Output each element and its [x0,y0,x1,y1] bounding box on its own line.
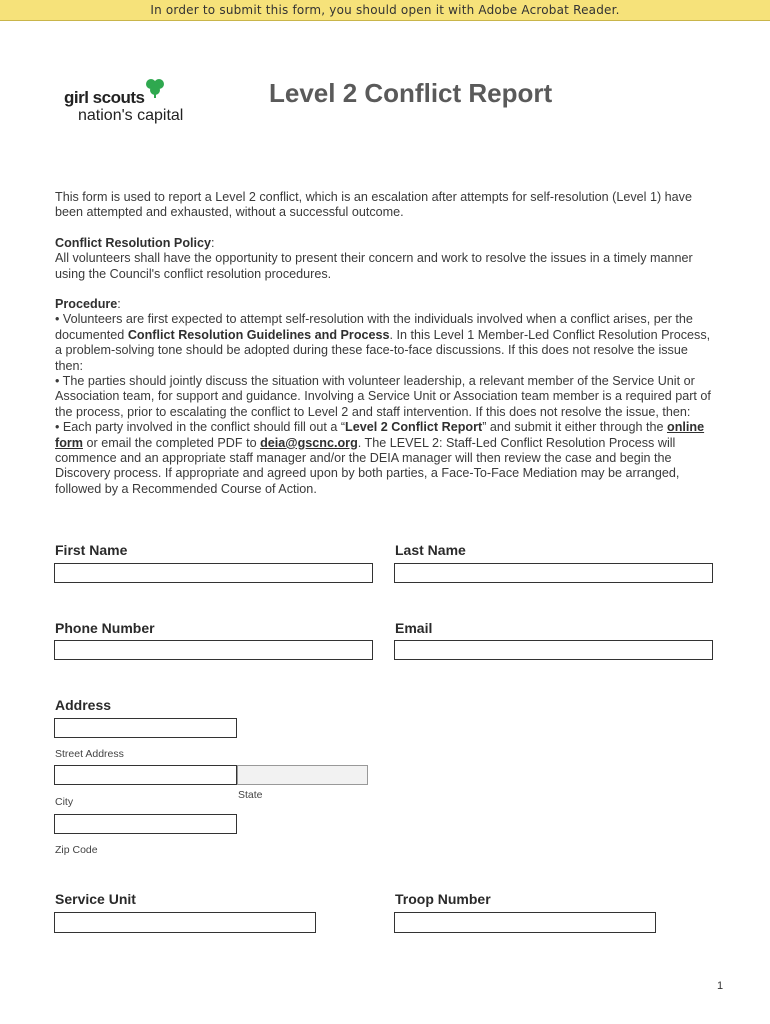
policy-section: Conflict Resolution Policy: All volunteers shall have the opportunity to present their concern and work to resolve the issues in a timely manner using the Council's conflict resolution procedures. [55,236,693,281]
service-unit-label: Service Unit [55,891,136,907]
last-name-label: Last Name [395,542,466,558]
email-link[interactable]: deia@gscnc.org [260,435,358,450]
phone-label: Phone Number [55,620,155,636]
zip-code-caption: Zip Code [55,844,98,856]
troop-number-label: Troop Number [395,891,491,907]
city-input[interactable] [54,765,237,785]
email-label: Email [395,620,433,636]
address-label: Address [55,697,112,713]
service-unit-input[interactable] [54,912,316,933]
page-title: Level 2 Conflict Report [269,78,553,108]
policy-heading: Conflict Resolution Policy [55,236,212,250]
email-input[interactable] [394,640,713,660]
acrobat-notice-banner: In order to submit this form, you should open it with Adobe Acrobat Reader. [0,0,770,21]
procedure-bullet-1: • Volunteers are first expected to attempt self-resolution with the individuals involved when a conflict arises, per the documented Conflict Resolution Guidelines and Process. In this Level 1 Member-Led Conflict Resolution Process, a problem-solving tone should be adopted during these face-to-face discussions. If this does not resolve the issue then: [55,312,711,373]
page-number: 1 [717,980,724,992]
city-caption: City [55,796,74,808]
state-input[interactable] [237,765,368,785]
troop-number-input[interactable] [394,912,656,933]
policy-text: All volunteers shall have the opportunity to present their concern and work to resolve the issues in a timely manner using the Council's conflict resolution procedures. [55,251,693,281]
first-name-label: First Name [55,542,128,558]
intro-paragraph: This form is used to report a Level 2 conflict, which is an escalation after attempts for self-resolution (Level 1) have been attempted and exhausted, without a successful outcome. [55,190,692,220]
procedure-heading: Procedure [55,297,118,311]
last-name-input[interactable] [394,563,713,583]
state-caption: State [238,789,263,801]
street-address-caption: Street Address [55,748,124,760]
street-address-input[interactable] [54,718,237,738]
procedure-bullet-3: • Each party involved in the conflict should fill out a “Level 2 Conflict Report” and submit it either through the online form or email the completed PDF to deia@gscnc.org. The LEVEL 2: Staff-Led Conflict Resolution Process will commence and an appropriate staff manager and/or the DEIA manager will then review the case and begin the Discovery process. If appropriate and agreed upon by both parties, a Face-To-Face Mediation may be arranged, followed by a Recommended Course of Action. [55,420,705,496]
online-form-link[interactable]: online form [55,420,705,450]
procedure-section: Procedure: • Volunteers are first expected to attempt self-resolution with the individuals involved when a conflict arises, per the documented Conflict Resolution Guidelines and Process. In this Level 1 Member-Led Conflict Resolution Process, a problem-solving tone should be adopted during these face-to-face discussions. If this does not resolve the issue then: • The parties should jointly discuss the situation with volunteer leadership, a relevant member of the Service Unit or Association team, for support and guidance. Involving a Service Unit or Association team member is a required part of the process, prior to escalating the conflict to Level 2 and staff intervention. If this does not resolve the issue, then: • Each party involved in the conflict should fill out a “Level 2 Conflict Report” and submit it either through the online form or email the completed PDF to deia@gscnc.org. The LEVEL 2: Staff-Led Conflict Resolution Process will commence and an appropriate staff manager and/or the DEIA manager will then review the case and begin the Discovery process. If appropriate and agreed upon by both parties, a Face-To-Face Mediation may be arranged, followed by a Recommended Course of Action. [55,297,711,496]
girl-scouts-logo [62,78,212,130]
logo-line-2: nation's capital [78,107,184,124]
phone-input[interactable] [54,640,373,660]
procedure-bullet-2: • The parties should jointly discuss the situation with volunteer leadership, a relevant member of the Service Unit or Association team, for support and guidance. Involving a Service Unit or Association team member is a required part of the process, prior to escalating the conflict to Level 2 and staff intervention. If this does not resolve the issue, then: [55,374,711,419]
logo-line-1: girl scouts [64,88,145,107]
first-name-input[interactable] [54,563,373,583]
trefoil-clover-icon [144,78,166,98]
zip-code-input[interactable] [54,814,237,834]
